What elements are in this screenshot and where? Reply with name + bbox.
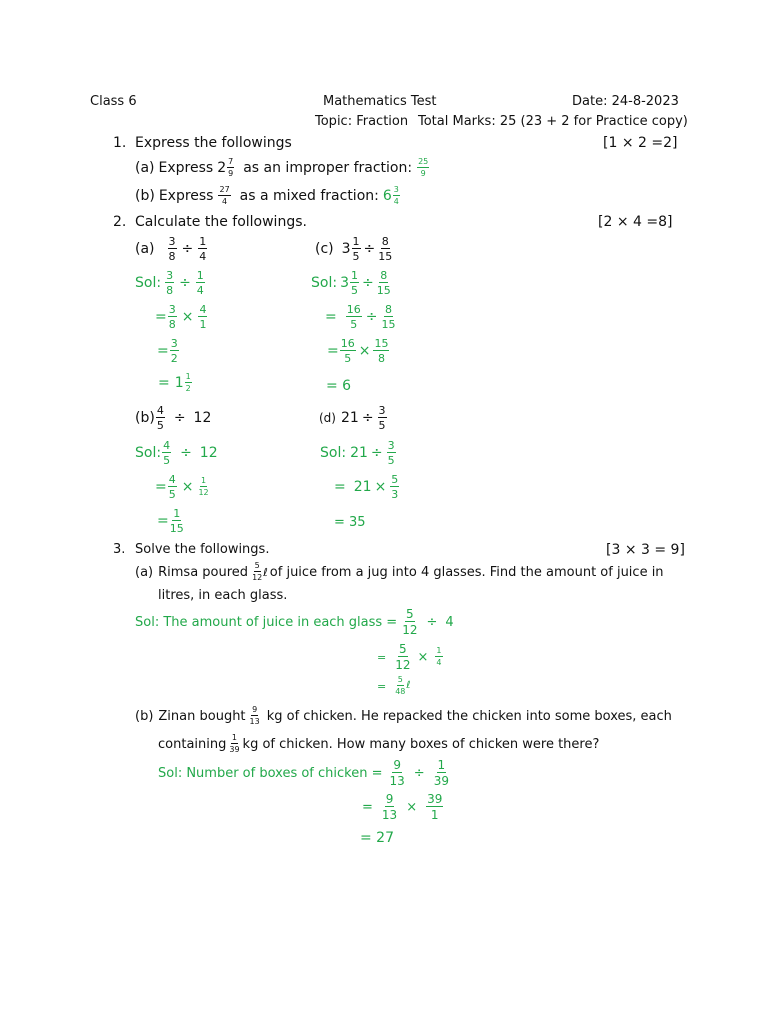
q2a-p-n2: 1 xyxy=(199,235,207,248)
q2d-s1-n: 3 xyxy=(387,439,395,452)
q3a-s2-n1: 5 xyxy=(399,642,407,656)
q2c-sol-1 xyxy=(311,270,392,296)
q2b-s1-n: 4 xyxy=(163,439,171,452)
q3a-text-1: Rimsa poured xyxy=(158,564,249,580)
q3a-label: (a) xyxy=(135,564,154,580)
eq-sign: = xyxy=(327,343,339,359)
q3a-den: 12 xyxy=(252,573,263,582)
q2a-sol-label: Sol: xyxy=(135,275,162,291)
q1b-ans-whole: 6 xyxy=(382,188,392,204)
q2d-s2-lhs: 21 xyxy=(353,479,372,495)
q2a-s1-n2: 1 xyxy=(196,269,204,282)
div-sign: ÷ xyxy=(426,614,438,630)
q2c-s1-d1: 5 xyxy=(350,284,358,297)
q2d-p-n: 3 xyxy=(378,404,386,417)
q2c-p-n1: 1 xyxy=(352,235,360,248)
div-sign: ÷ xyxy=(173,410,186,426)
times-sign: × xyxy=(181,479,194,495)
test-date: Date: 24-8-2023 xyxy=(572,94,679,109)
q3b-den: 13 xyxy=(249,717,260,726)
q2c-p-whole: 3 xyxy=(341,241,351,257)
q2b-s2-d1: 5 xyxy=(168,488,176,501)
q3a-s1-rhs: 4 xyxy=(445,614,454,630)
q3b-s1-n2: 1 xyxy=(437,758,446,772)
q2c-s2-n2: 8 xyxy=(384,303,392,316)
q1b-tail: as a mixed fraction: xyxy=(239,188,379,204)
q3b-line-1 xyxy=(135,706,672,726)
q2c-s1-n1: 1 xyxy=(350,269,358,282)
q2c-s1-whole: 3 xyxy=(340,275,349,291)
q2c-sol-2 xyxy=(325,304,396,330)
div-sign: ÷ xyxy=(413,765,425,781)
q3b-text-4: kg of chicken. How many boxes of chicken were there? xyxy=(242,736,600,752)
q1a-label: (a) xyxy=(135,160,155,176)
q1a-num: 7 xyxy=(228,157,234,166)
q3-number: 3. xyxy=(113,542,126,557)
div-sign: ÷ xyxy=(180,445,192,461)
q2a-s2-d2: 1 xyxy=(199,318,207,331)
q1-marks: [1 × 2 =2] xyxy=(603,135,678,151)
q2a-p-d2: 4 xyxy=(199,250,207,263)
times-sign: × xyxy=(358,343,371,359)
q3b-label: (b) xyxy=(135,708,154,724)
q2b-sol-2 xyxy=(155,474,210,500)
eq-sign: = xyxy=(362,799,373,815)
q2d-problem xyxy=(319,405,388,431)
q3-title: Solve the followings. xyxy=(135,542,270,557)
q2c-sol-4: = 6 xyxy=(326,378,352,394)
q1a-tail: as an improper fraction: xyxy=(243,160,413,176)
q3b-line-2 xyxy=(158,734,599,754)
q2a-s4-whole: 1 xyxy=(174,375,184,391)
q3b-s1-d2: 39 xyxy=(433,774,449,788)
q2b-p-d: 5 xyxy=(156,419,164,432)
eq-sign: = xyxy=(325,309,337,325)
q2d-sol-2 xyxy=(334,474,400,500)
q2c-sol-3 xyxy=(327,338,390,364)
q2d-label: (d) xyxy=(319,411,336,425)
q3b-sol-3: = 27 xyxy=(360,830,394,846)
q2a-problem xyxy=(135,236,208,262)
q2c-problem xyxy=(315,236,393,262)
q2d-p-d: 5 xyxy=(378,419,386,432)
div-sign: ÷ xyxy=(363,241,376,257)
q2a-s2-d1: 8 xyxy=(168,318,176,331)
q2a-s1-d1: 8 xyxy=(166,284,174,297)
q1a-line xyxy=(135,158,430,178)
eq-sign: = xyxy=(158,375,170,391)
q2d-s2-d: 3 xyxy=(391,488,399,501)
times-sign: × xyxy=(406,799,418,815)
q1a-mixed-number xyxy=(217,158,235,178)
q2a-s4-d: 2 xyxy=(185,384,191,393)
q2b-s2-d2: 12 xyxy=(198,488,209,497)
q2b-sol-3 xyxy=(157,508,185,534)
q3a-sol-3 xyxy=(377,676,411,696)
q3b-sol-label: Sol: Number of boxes of chicken = xyxy=(158,765,383,781)
q2c-s1-n2: 8 xyxy=(380,269,388,282)
q3b-num-2: 1 xyxy=(231,733,237,742)
div-sign: ÷ xyxy=(361,410,374,426)
q2d-s1-lhs: 21 xyxy=(350,445,368,461)
q2c-s3-d1: 5 xyxy=(344,352,352,365)
q2d-sol-1 xyxy=(320,440,397,466)
q3a-s1-d: 12 xyxy=(402,623,418,637)
q2c-s2-n1: 16 xyxy=(346,303,361,316)
q3b-sol-2 xyxy=(362,793,444,821)
eq-sign: = xyxy=(155,309,167,325)
subject-title: Mathematics Test xyxy=(323,94,437,109)
q2d-sol-label: Sol: xyxy=(320,445,347,461)
q1b-ans-den: 4 xyxy=(393,197,399,206)
q2b-s3-n: 1 xyxy=(173,507,181,520)
q2a-p-n1: 3 xyxy=(168,235,176,248)
div-sign: ÷ xyxy=(181,241,194,257)
eq-sign: = xyxy=(377,650,387,664)
times-sign: × xyxy=(417,649,429,665)
q1b-num: 27 xyxy=(219,185,230,194)
q3a-sol-1 xyxy=(135,608,454,636)
q2c-s1-d2: 15 xyxy=(376,284,391,297)
q2a-s2-n2: 4 xyxy=(199,303,207,316)
q2b-s2-n1: 4 xyxy=(168,473,176,486)
q3a-s3-d: 48 xyxy=(395,687,406,696)
q2a-sol-4 xyxy=(158,373,193,393)
q2-number: 2. xyxy=(113,214,127,230)
q2d-s1-d: 5 xyxy=(387,454,395,467)
q3a-sol-2 xyxy=(377,643,444,671)
q3a-s1-n: 5 xyxy=(406,607,414,621)
q2a-s4-n: 1 xyxy=(185,372,191,381)
q2c-s2-d1: 5 xyxy=(350,318,358,331)
q2c-label: (c) xyxy=(315,241,334,257)
q1b-den: 4 xyxy=(222,197,228,206)
q3b-s2-n2: 39 xyxy=(427,792,443,806)
q2a-s1-d2: 4 xyxy=(196,284,204,297)
q1b-text: Express xyxy=(158,188,214,204)
q3b-s2-n1: 9 xyxy=(385,792,394,806)
eq-sign: = xyxy=(377,679,387,693)
q2a-label: (a) xyxy=(135,241,155,257)
q2b-s1-rhs: 12 xyxy=(199,445,218,461)
q2b-p-rhs: 12 xyxy=(193,410,212,426)
total-marks: Total Marks: 25 (23 + 2 for Practice copy) xyxy=(418,114,688,129)
q2c-s3-d2: 8 xyxy=(377,352,385,365)
q3a-s3-n: 5 xyxy=(397,675,403,684)
q1b-line xyxy=(135,186,401,206)
q1-title: Express the followings xyxy=(135,135,292,151)
q1-number: 1. xyxy=(113,135,127,151)
q3a-line-1 xyxy=(135,562,664,582)
q2c-s3-n1: 16 xyxy=(340,337,355,350)
q2a-s3-d: 2 xyxy=(170,352,178,365)
q2a-p-d1: 8 xyxy=(168,250,176,263)
q3b-s2-d2: 1 xyxy=(430,808,439,822)
q3b-s1-d1: 13 xyxy=(389,774,405,788)
q2a-s2-n1: 3 xyxy=(168,303,176,316)
q2a-sol-3 xyxy=(157,338,180,364)
q2a-sol-1 xyxy=(135,270,206,296)
topic-label: Topic: Fraction xyxy=(315,114,409,129)
q3a-sol-label: Sol: The amount of juice in each glass = xyxy=(135,614,398,630)
q2c-p-n2: 8 xyxy=(381,235,389,248)
q3a-s2-n2: 1 xyxy=(436,646,442,655)
q2c-sol-label: Sol: xyxy=(311,275,338,291)
q3b-text-3: containing xyxy=(158,736,227,752)
div-sign: ÷ xyxy=(179,275,191,291)
q2a-s3-n: 3 xyxy=(170,337,178,350)
q1b-ans-num: 3 xyxy=(393,185,399,194)
q2b-problem xyxy=(135,405,211,431)
q1a-whole: 2 xyxy=(217,160,227,176)
q2b-s3-d: 15 xyxy=(169,522,184,535)
q2b-label: (b) xyxy=(135,410,155,426)
q2c-s2-d2: 15 xyxy=(381,318,396,331)
eq-sign: = xyxy=(157,343,169,359)
q3b-text-2: kg of chicken. He repacked the chicken into some boxes, each xyxy=(266,708,672,724)
div-sign: ÷ xyxy=(361,275,374,291)
q2b-sol-1 xyxy=(135,440,218,466)
q3b-num: 9 xyxy=(252,705,258,714)
q2d-p-lhs: 21 xyxy=(340,410,359,426)
q3b-den-2: 39 xyxy=(229,745,240,754)
q1a-den: 9 xyxy=(228,169,234,178)
q3b-s2-d1: 13 xyxy=(381,808,398,822)
litre-symbol: ℓ xyxy=(406,680,411,691)
q2b-p-n: 4 xyxy=(156,404,164,417)
div-sign: ÷ xyxy=(365,309,378,325)
q1a-answer xyxy=(417,158,429,178)
q3-marks: [3 × 3 = 9] xyxy=(606,542,685,558)
q2b-sol-label: Sol: xyxy=(135,445,162,461)
q1b-label: (b) xyxy=(135,188,155,204)
q2b-s2-n2: 1 xyxy=(201,476,207,485)
eq-sign: = xyxy=(157,513,169,529)
q2a-sol-2 xyxy=(155,304,208,330)
q1a-ans-num: 25 xyxy=(418,157,429,166)
div-sign: ÷ xyxy=(370,445,383,461)
q2c-p-d2: 15 xyxy=(378,250,393,263)
times-sign: × xyxy=(181,309,194,325)
q3a-num: 5 xyxy=(254,561,260,570)
litre-symbol: ℓ xyxy=(263,565,268,579)
q3b-text-1: Zinan bought xyxy=(158,708,246,724)
q2a-s1-n1: 3 xyxy=(166,269,174,282)
q2d-sol-3: = 35 xyxy=(334,515,366,530)
q2b-s1-d: 5 xyxy=(163,454,171,467)
class-label: Class 6 xyxy=(90,94,137,109)
eq-sign: = xyxy=(334,479,346,495)
q1a-text: Express xyxy=(158,160,214,176)
q3a-line-2: litres, in each glass. xyxy=(158,588,288,603)
q3a-text-2: of juice from a jug into 4 glasses. Find the amount of juice in xyxy=(269,564,664,580)
q1a-ans-den: 9 xyxy=(420,169,426,178)
q1b-answer xyxy=(383,186,401,206)
times-sign: × xyxy=(374,479,387,495)
q2-marks: [2 × 4 =8] xyxy=(598,214,673,230)
q2-title: Calculate the followings. xyxy=(135,214,307,230)
q2d-s2-n: 5 xyxy=(391,473,399,486)
q3a-s2-d2: 4 xyxy=(436,658,442,667)
eq-sign: = xyxy=(155,479,167,495)
q2c-p-d1: 5 xyxy=(352,250,360,263)
q2c-s3-n2: 15 xyxy=(374,337,389,350)
q3a-s2-d1: 12 xyxy=(395,658,411,672)
q3b-sol-1 xyxy=(158,759,450,787)
q3b-s1-n1: 9 xyxy=(393,758,401,772)
